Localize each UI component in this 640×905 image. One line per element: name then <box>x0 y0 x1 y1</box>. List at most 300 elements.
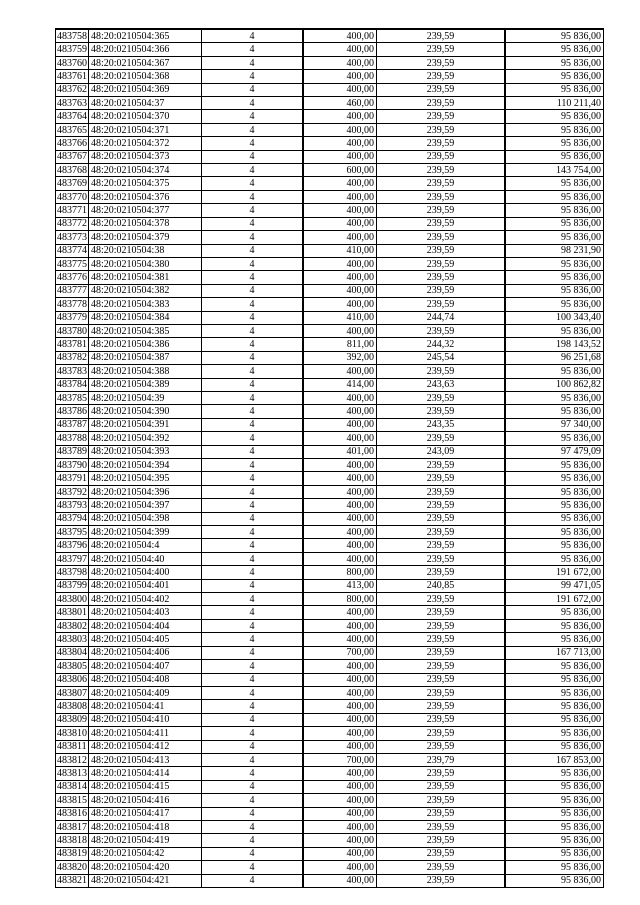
category-cell: 4 <box>202 378 304 391</box>
table-row <box>56 646 604 659</box>
area-cell: 400,00 <box>303 137 377 150</box>
area-cell: 401,00 <box>303 445 377 458</box>
rate-cell: 239,59 <box>377 56 506 69</box>
cadastral-number-cell: 48:20:0210504:382 <box>89 284 202 297</box>
table-row <box>56 244 604 257</box>
area-cell: 700,00 <box>303 646 377 659</box>
rate-cell: 239,59 <box>377 499 506 512</box>
area-cell: 392,00 <box>303 351 377 364</box>
table-row <box>56 499 604 512</box>
cadastral-number-cell: 48:20:0210504:416 <box>89 794 202 807</box>
row-id-cell: 483770 <box>57 191 87 203</box>
table-row <box>56 566 604 579</box>
table-row <box>56 271 604 284</box>
area-cell: 400,00 <box>303 405 377 418</box>
cadastral-number-cell: 48:20:0210504:376 <box>89 190 202 203</box>
table-row <box>56 861 604 874</box>
cadastral-number-cell: 48:20:0210504:39 <box>89 391 202 404</box>
cadastral-number-cell: 48:20:0210504:393 <box>89 445 202 458</box>
cadastral-number-cell: 48:20:0210504:405 <box>89 633 202 646</box>
cadastral-number-cell: 48:20:0210504:392 <box>89 432 202 445</box>
table-row <box>56 472 604 485</box>
row-id-cell: 483811 <box>57 741 87 753</box>
area-cell: 400,00 <box>303 727 377 740</box>
category-cell: 4 <box>202 579 304 592</box>
rate-cell: 239,59 <box>377 298 506 311</box>
value-cell: 95 836,00 <box>505 137 604 150</box>
category-cell: 4 <box>202 526 304 539</box>
value-cell: 95 836,00 <box>505 190 604 203</box>
rate-cell: 239,59 <box>377 110 506 123</box>
row-id-cell: 483761 <box>57 70 87 82</box>
value-cell: 100 862,82 <box>505 378 604 391</box>
table-row <box>56 512 604 525</box>
rate-cell: 239,59 <box>377 740 506 753</box>
category-cell: 4 <box>202 43 304 56</box>
category-cell: 4 <box>202 231 304 244</box>
cadastral-number-cell: 48:20:0210504:367 <box>89 56 202 69</box>
table-row <box>56 432 604 445</box>
area-cell: 400,00 <box>303 552 377 565</box>
row-id-cell: 483815 <box>57 794 87 806</box>
row-id-cell: 483771 <box>57 204 87 216</box>
cadastral-number-cell: 48:20:0210504:365 <box>89 29 202 43</box>
category-cell: 4 <box>202 646 304 659</box>
area-cell: 400,00 <box>303 459 377 472</box>
table-row <box>56 150 604 163</box>
cadastral-number-cell: 48:20:0210504:378 <box>89 217 202 230</box>
value-cell: 110 211,40 <box>505 97 604 110</box>
rate-cell: 239,59 <box>377 552 506 565</box>
cadastral-number-cell: 48:20:0210504:375 <box>89 177 202 190</box>
area-cell: 400,00 <box>303 673 377 686</box>
rate-cell: 239,59 <box>377 673 506 686</box>
table-row <box>56 338 604 351</box>
cadastral-number-cell: 48:20:0210504:396 <box>89 485 202 498</box>
value-cell: 95 836,00 <box>505 633 604 646</box>
area-cell: 410,00 <box>303 244 377 257</box>
cadastral-number-cell: 48:20:0210504:366 <box>89 43 202 56</box>
table-row <box>56 767 604 780</box>
row-id-cell: 483817 <box>57 821 87 833</box>
table-row <box>56 378 604 391</box>
rate-cell: 239,59 <box>377 217 506 230</box>
area-cell: 413,00 <box>303 579 377 592</box>
cadastral-number-cell: 48:20:0210504:418 <box>89 820 202 833</box>
row-id-cell: 483818 <box>57 835 87 847</box>
value-cell: 95 836,00 <box>505 794 604 807</box>
rate-cell: 239,59 <box>377 566 506 579</box>
value-cell: 95 836,00 <box>505 298 604 311</box>
rate-cell: 239,59 <box>377 284 506 297</box>
cadastral-number-cell: 48:20:0210504:380 <box>89 257 202 270</box>
value-cell: 95 836,00 <box>505 499 604 512</box>
cadastral-number-cell: 48:20:0210504:399 <box>89 526 202 539</box>
rate-cell: 240,85 <box>377 579 506 592</box>
area-cell: 400,00 <box>303 834 377 847</box>
row-id-cell: 483769 <box>57 178 87 190</box>
value-cell: 95 836,00 <box>505 673 604 686</box>
rate-cell: 239,59 <box>377 459 506 472</box>
table-row <box>56 445 604 458</box>
category-cell: 4 <box>202 539 304 552</box>
area-cell: 400,00 <box>303 740 377 753</box>
rate-cell: 239,59 <box>377 713 506 726</box>
category-cell: 4 <box>202 271 304 284</box>
row-id-cell: 483812 <box>57 754 87 766</box>
category-cell: 4 <box>202 566 304 579</box>
rate-cell: 239,59 <box>377 391 506 404</box>
table-row <box>56 700 604 713</box>
category-cell: 4 <box>202 83 304 96</box>
value-cell: 95 836,00 <box>505 43 604 56</box>
area-cell: 400,00 <box>303 485 377 498</box>
row-id-cell: 483763 <box>57 97 87 109</box>
table-row <box>56 29 604 43</box>
table-row <box>56 418 604 431</box>
rate-cell: 239,59 <box>377 874 506 887</box>
rate-cell: 239,59 <box>377 593 506 606</box>
area-cell: 460,00 <box>303 97 377 110</box>
value-cell: 95 836,00 <box>505 820 604 833</box>
rate-cell: 239,59 <box>377 324 506 337</box>
rate-cell: 239,59 <box>377 633 506 646</box>
row-id-cell: 483798 <box>57 566 87 578</box>
category-cell: 4 <box>202 593 304 606</box>
table-row <box>56 794 604 807</box>
cadastral-number-cell: 48:20:0210504:385 <box>89 324 202 337</box>
category-cell: 4 <box>202 753 304 766</box>
value-cell: 95 836,00 <box>505 365 604 378</box>
table-row <box>56 123 604 136</box>
row-id-cell: 483772 <box>57 218 87 230</box>
row-id-cell: 483774 <box>57 245 87 257</box>
cadastral-number-cell: 48:20:0210504:369 <box>89 83 202 96</box>
row-id-cell: 483779 <box>57 312 87 324</box>
area-cell: 400,00 <box>303 177 377 190</box>
rate-cell: 239,59 <box>377 727 506 740</box>
cadastral-number-cell: 48:20:0210504:38 <box>89 244 202 257</box>
area-cell: 400,00 <box>303 807 377 820</box>
area-cell: 800,00 <box>303 593 377 606</box>
rate-cell: 239,59 <box>377 257 506 270</box>
table-row <box>56 539 604 552</box>
value-cell: 95 836,00 <box>505 660 604 673</box>
table-row <box>56 190 604 203</box>
table-row <box>56 405 604 418</box>
rate-cell: 239,59 <box>377 539 506 552</box>
row-id-cell: 483820 <box>57 861 87 873</box>
row-id-cell: 483767 <box>57 151 87 163</box>
rate-cell: 239,59 <box>377 43 506 56</box>
category-cell: 4 <box>202 110 304 123</box>
rate-cell: 243,09 <box>377 445 506 458</box>
row-id-cell: 483764 <box>57 111 87 123</box>
rate-cell: 239,59 <box>377 820 506 833</box>
row-id-cell: 483778 <box>57 298 87 310</box>
value-cell: 96 251,68 <box>505 351 604 364</box>
value-cell: 95 836,00 <box>505 472 604 485</box>
table-row <box>56 284 604 297</box>
area-cell: 400,00 <box>303 217 377 230</box>
table-row <box>56 43 604 56</box>
cadastral-number-cell: 48:20:0210504:417 <box>89 807 202 820</box>
cadastral-number-cell: 48:20:0210504:395 <box>89 472 202 485</box>
category-cell: 4 <box>202 137 304 150</box>
area-cell: 414,00 <box>303 378 377 391</box>
rate-cell: 239,59 <box>377 137 506 150</box>
table-row <box>56 727 604 740</box>
rate-cell: 239,59 <box>377 244 506 257</box>
table-row <box>56 485 604 498</box>
rate-cell: 239,59 <box>377 780 506 793</box>
table-row <box>56 673 604 686</box>
rate-cell: 245,54 <box>377 351 506 364</box>
cadastral-number-cell: 48:20:0210504:383 <box>89 298 202 311</box>
value-cell: 167 853,00 <box>505 753 604 766</box>
table-row <box>56 365 604 378</box>
table-row <box>56 686 604 699</box>
cadastral-number-cell: 48:20:0210504:374 <box>89 164 202 177</box>
area-cell: 400,00 <box>303 231 377 244</box>
value-cell: 167 713,00 <box>505 646 604 659</box>
rate-cell: 243,35 <box>377 418 506 431</box>
rate-cell: 239,59 <box>377 177 506 190</box>
area-cell: 800,00 <box>303 566 377 579</box>
row-id-cell: 483800 <box>57 593 87 605</box>
cadastral-number-cell: 48:20:0210504:389 <box>89 378 202 391</box>
area-cell: 400,00 <box>303 110 377 123</box>
table-row <box>56 834 604 847</box>
area-cell: 400,00 <box>303 874 377 887</box>
cadastral-number-cell: 48:20:0210504:386 <box>89 338 202 351</box>
row-id-cell: 483793 <box>57 499 87 511</box>
area-cell: 400,00 <box>303 284 377 297</box>
row-id-cell: 483766 <box>57 137 87 149</box>
rate-cell: 239,59 <box>377 150 506 163</box>
category-cell: 4 <box>202 847 304 860</box>
cadastral-number-cell: 48:20:0210504:408 <box>89 673 202 686</box>
table-row <box>56 619 604 632</box>
area-cell: 400,00 <box>303 432 377 445</box>
table-row <box>56 137 604 150</box>
row-id-cell: 483806 <box>57 674 87 686</box>
cadastral-number-cell: 48:20:0210504:377 <box>89 204 202 217</box>
area-cell: 400,00 <box>303 499 377 512</box>
row-id-cell: 483819 <box>57 848 87 860</box>
value-cell: 95 836,00 <box>505 686 604 699</box>
rate-cell: 239,59 <box>377 526 506 539</box>
cadastral-number-cell: 48:20:0210504:370 <box>89 110 202 123</box>
cadastral-number-cell: 48:20:0210504:412 <box>89 740 202 753</box>
row-id-cell: 483789 <box>57 446 87 458</box>
cadastral-number-cell: 48:20:0210504:41 <box>89 700 202 713</box>
category-cell: 4 <box>202 713 304 726</box>
table-row <box>56 740 604 753</box>
value-cell: 95 836,00 <box>505 271 604 284</box>
category-cell: 4 <box>202 217 304 230</box>
table-row <box>56 204 604 217</box>
rate-cell: 239,59 <box>377 512 506 525</box>
area-cell: 400,00 <box>303 660 377 673</box>
category-cell: 4 <box>202 445 304 458</box>
cadastral-number-cell: 48:20:0210504:419 <box>89 834 202 847</box>
row-id-cell: 483773 <box>57 231 87 243</box>
value-cell: 99 471,05 <box>505 579 604 592</box>
rate-cell: 239,59 <box>377 123 506 136</box>
value-cell: 95 836,00 <box>505 807 604 820</box>
table-row <box>56 780 604 793</box>
category-cell: 4 <box>202 56 304 69</box>
value-cell: 95 836,00 <box>505 432 604 445</box>
table-row <box>56 713 604 726</box>
table-row <box>56 526 604 539</box>
cadastral-number-cell: 48:20:0210504:410 <box>89 713 202 726</box>
row-id-cell: 483807 <box>57 687 87 699</box>
area-cell: 400,00 <box>303 43 377 56</box>
category-cell: 4 <box>202 311 304 324</box>
category-cell: 4 <box>202 351 304 364</box>
category-cell: 4 <box>202 391 304 404</box>
value-cell: 198 143,52 <box>505 338 604 351</box>
table-row <box>56 459 604 472</box>
value-cell: 95 836,00 <box>505 834 604 847</box>
value-cell: 95 836,00 <box>505 83 604 96</box>
cadastral-number-cell: 48:20:0210504:421 <box>89 874 202 887</box>
area-cell: 400,00 <box>303 539 377 552</box>
area-cell: 400,00 <box>303 298 377 311</box>
category-cell: 4 <box>202 29 304 43</box>
category-cell: 4 <box>202 606 304 619</box>
category-cell: 4 <box>202 686 304 699</box>
table-row <box>56 70 604 83</box>
value-cell: 100 343,40 <box>505 311 604 324</box>
area-cell: 400,00 <box>303 633 377 646</box>
value-cell: 95 836,00 <box>505 284 604 297</box>
row-id-cell: 483803 <box>57 633 87 645</box>
row-id-cell: 483783 <box>57 365 87 377</box>
value-cell: 97 479,09 <box>505 445 604 458</box>
cadastral-number-cell: 48:20:0210504:40 <box>89 552 202 565</box>
value-cell: 95 836,00 <box>505 552 604 565</box>
category-cell: 4 <box>202 324 304 337</box>
value-cell: 95 836,00 <box>505 110 604 123</box>
category-cell: 4 <box>202 740 304 753</box>
value-cell: 191 672,00 <box>505 593 604 606</box>
rate-cell: 239,59 <box>377 660 506 673</box>
cadastral-number-cell: 48:20:0210504:402 <box>89 593 202 606</box>
cadastral-number-cell: 48:20:0210504:415 <box>89 780 202 793</box>
table-row <box>56 593 604 606</box>
cadastral-number-cell: 48:20:0210504:381 <box>89 271 202 284</box>
rate-cell: 239,59 <box>377 271 506 284</box>
row-id-cell: 483814 <box>57 781 87 793</box>
row-id-cell: 483801 <box>57 607 87 619</box>
category-cell: 4 <box>202 619 304 632</box>
cadastral-number-cell: 48:20:0210504:401 <box>89 579 202 592</box>
category-cell: 4 <box>202 177 304 190</box>
area-cell: 400,00 <box>303 83 377 96</box>
cadastral-number-cell: 48:20:0210504:37 <box>89 97 202 110</box>
row-id-cell: 483788 <box>57 432 87 444</box>
rate-cell: 239,59 <box>377 485 506 498</box>
cadastral-number-cell: 48:20:0210504:4 <box>89 539 202 552</box>
row-id-cell: 483795 <box>57 526 87 538</box>
category-cell: 4 <box>202 257 304 270</box>
rate-cell: 239,59 <box>377 472 506 485</box>
category-cell: 4 <box>202 861 304 874</box>
row-id-cell: 483784 <box>57 379 87 391</box>
value-cell: 95 836,00 <box>505 257 604 270</box>
category-cell: 4 <box>202 633 304 646</box>
table-row <box>56 820 604 833</box>
rate-cell: 239,59 <box>377 606 506 619</box>
row-id-cell: 483782 <box>57 352 87 364</box>
value-cell: 95 836,00 <box>505 526 604 539</box>
rate-cell: 239,59 <box>377 70 506 83</box>
area-cell: 400,00 <box>303 606 377 619</box>
area-cell: 400,00 <box>303 686 377 699</box>
table-row <box>56 351 604 364</box>
category-cell: 4 <box>202 190 304 203</box>
row-id-cell: 483762 <box>57 84 87 96</box>
row-id-cell: 483765 <box>57 124 87 136</box>
category-cell: 4 <box>202 432 304 445</box>
category-cell: 4 <box>202 365 304 378</box>
table-row <box>56 298 604 311</box>
row-id-cell: 483785 <box>57 392 87 404</box>
table-row <box>56 231 604 244</box>
rate-cell: 239,59 <box>377 97 506 110</box>
category-cell: 4 <box>202 70 304 83</box>
area-cell: 400,00 <box>303 794 377 807</box>
table-row <box>56 753 604 766</box>
area-cell: 811,00 <box>303 338 377 351</box>
category-cell: 4 <box>202 499 304 512</box>
area-cell: 400,00 <box>303 820 377 833</box>
value-cell: 95 836,00 <box>505 606 604 619</box>
category-cell: 4 <box>202 512 304 525</box>
row-id-cell: 483786 <box>57 406 87 418</box>
cadastral-number-cell: 48:20:0210504:407 <box>89 660 202 673</box>
area-cell: 400,00 <box>303 619 377 632</box>
value-cell: 95 836,00 <box>505 177 604 190</box>
category-cell: 4 <box>202 123 304 136</box>
row-id-cell: 483804 <box>57 647 87 659</box>
row-id-cell: 483794 <box>57 513 87 525</box>
value-cell: 95 836,00 <box>505 217 604 230</box>
row-id-cell: 483777 <box>57 285 87 297</box>
value-cell: 95 836,00 <box>505 391 604 404</box>
row-id-cell: 483810 <box>57 727 87 739</box>
value-cell: 191 672,00 <box>505 566 604 579</box>
table-row <box>56 391 604 404</box>
value-cell: 95 836,00 <box>505 204 604 217</box>
row-id-cell: 483816 <box>57 808 87 820</box>
category-cell: 4 <box>202 700 304 713</box>
area-cell: 400,00 <box>303 780 377 793</box>
category-cell: 4 <box>202 794 304 807</box>
category-cell: 4 <box>202 284 304 297</box>
category-cell: 4 <box>202 472 304 485</box>
value-cell: 98 231,90 <box>505 244 604 257</box>
rate-cell: 239,59 <box>377 700 506 713</box>
category-cell: 4 <box>202 244 304 257</box>
cadastral-number-cell: 48:20:0210504:371 <box>89 123 202 136</box>
parcel-table-body <box>56 29 604 888</box>
table-row <box>56 660 604 673</box>
area-cell: 410,00 <box>303 311 377 324</box>
